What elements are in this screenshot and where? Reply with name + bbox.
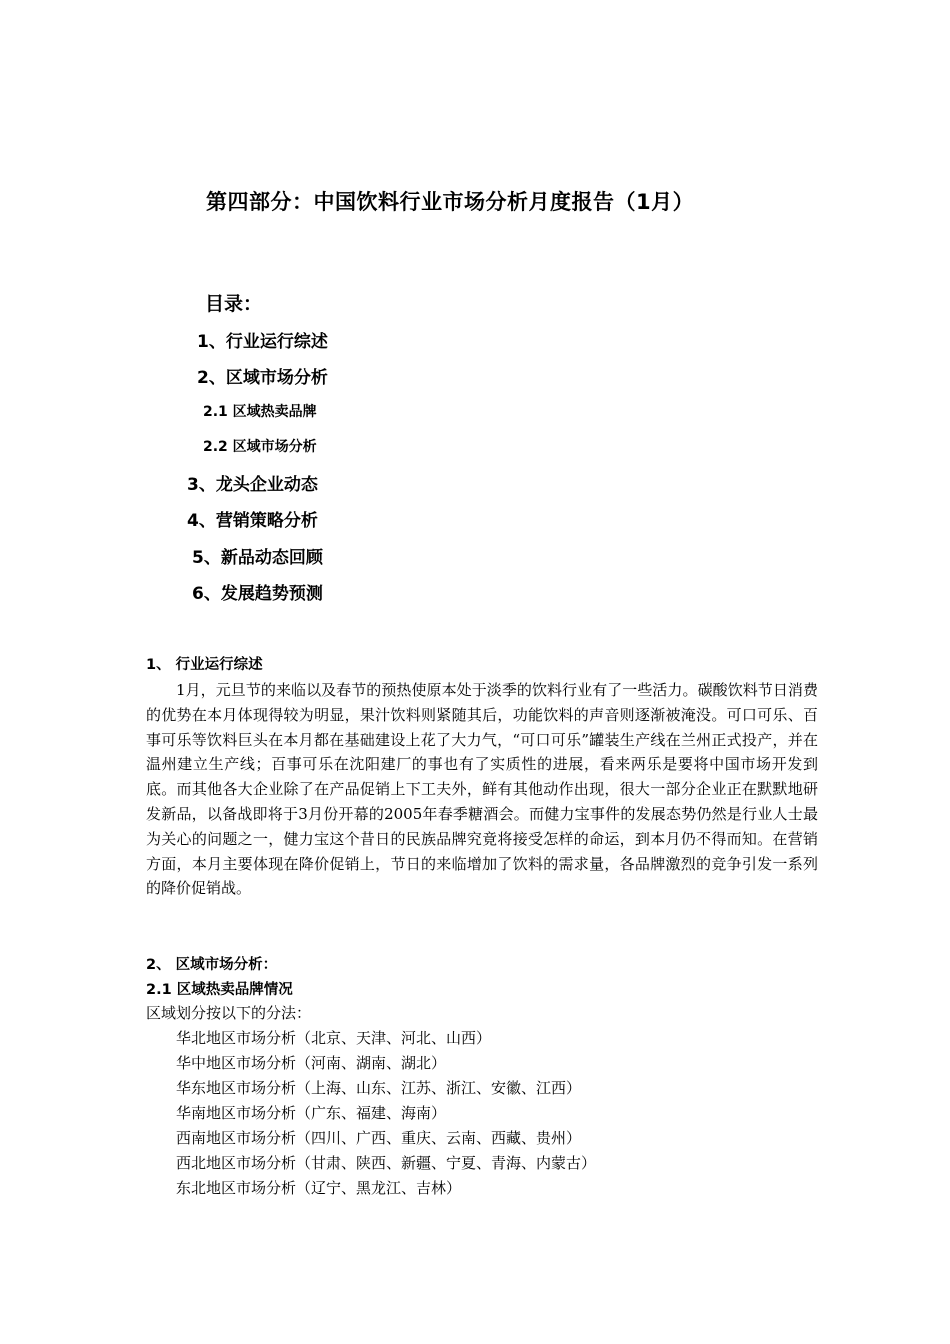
region-item: 东北地区市场分析（辽宁、黑龙江、吉林）	[176, 1179, 462, 1197]
region-item: 华中地区市场分析（河南、湖南、湖北）	[176, 1054, 447, 1072]
section-1-paragraph: 1月，元旦节的来临以及春节的预热使原本处于淡季的饮料行业有了一些活力。碳酸饮料节日消费的优势在本月体现得较为明显，果汁饮料则紧随其后，功能饮料的声音则逐渐被淹没。可口可乐、百事可乐等饮料巨头在本月都在基础建设上花了大力气，“可口可乐”罐装生产线在兰州正式投产，并在温州建立生产线；百事可乐在沈阳建厂的事也有了实质性的进展，看来两乐是要将中国市场开发到底。而其他各大企业除了在产品促销上下工夫外，鲜有其他动作出现，很大一部分企业正在默默地研发新品，以备战即将于3月份开幕的2005年春季糖酒会。而健力宝事件的发展态势仍然是行业人士最为关心的问题之一，健力宝这个昔日的民族品牌究竟将接受怎样的命运，到本月仍不得而知。在营销方面，本月主要体现在降价促销上，节日的来临增加了饮料的需求量，各品牌激烈的竞争引发一系列的降价促销战。	[146, 681, 818, 898]
toc-heading: 目录：	[205, 293, 263, 315]
toc-item-3[interactable]: 3、龙头企业动态	[187, 475, 318, 495]
region-item: 西南地区市场分析（四川、广西、重庆、云南、西藏、贵州）	[176, 1129, 582, 1147]
region-item: 西北地区市场分析（甘肃、陕西、新疆、宁夏、青海、内蒙古）	[176, 1154, 597, 1172]
region-intro: 区域划分按以下的分法：	[146, 1004, 312, 1022]
section-2-1-heading: 2.1 区域热卖品牌情况	[146, 982, 293, 998]
section-1-heading: 1、 行业运行综述	[146, 657, 263, 673]
toc-item-2-1[interactable]: 2.1 区域热卖品牌	[203, 404, 317, 420]
region-item: 华北地区市场分析（北京、天津、河北、山西）	[176, 1029, 492, 1047]
toc-item-5[interactable]: 5、新品动态回顾	[192, 548, 323, 568]
section-2-heading: 2、 区域市场分析：	[146, 957, 278, 973]
toc-item-6[interactable]: 6、发展趋势预测	[192, 584, 323, 604]
toc-item-1[interactable]: 1、行业运行综述	[197, 332, 328, 352]
region-item: 华南地区市场分析（广东、福建、海南）	[176, 1104, 447, 1122]
toc-item-2-2[interactable]: 2.2 区域市场分析	[203, 439, 317, 455]
toc-item-2[interactable]: 2、区域市场分析	[197, 368, 328, 388]
toc-item-4[interactable]: 4、营销策略分析	[187, 511, 318, 531]
page-title: 第四部分：中国饮料行业市场分析月度报告（1月）	[206, 190, 695, 214]
region-item: 华东地区市场分析（上海、山东、江苏、浙江、安徽、江西）	[176, 1079, 582, 1097]
